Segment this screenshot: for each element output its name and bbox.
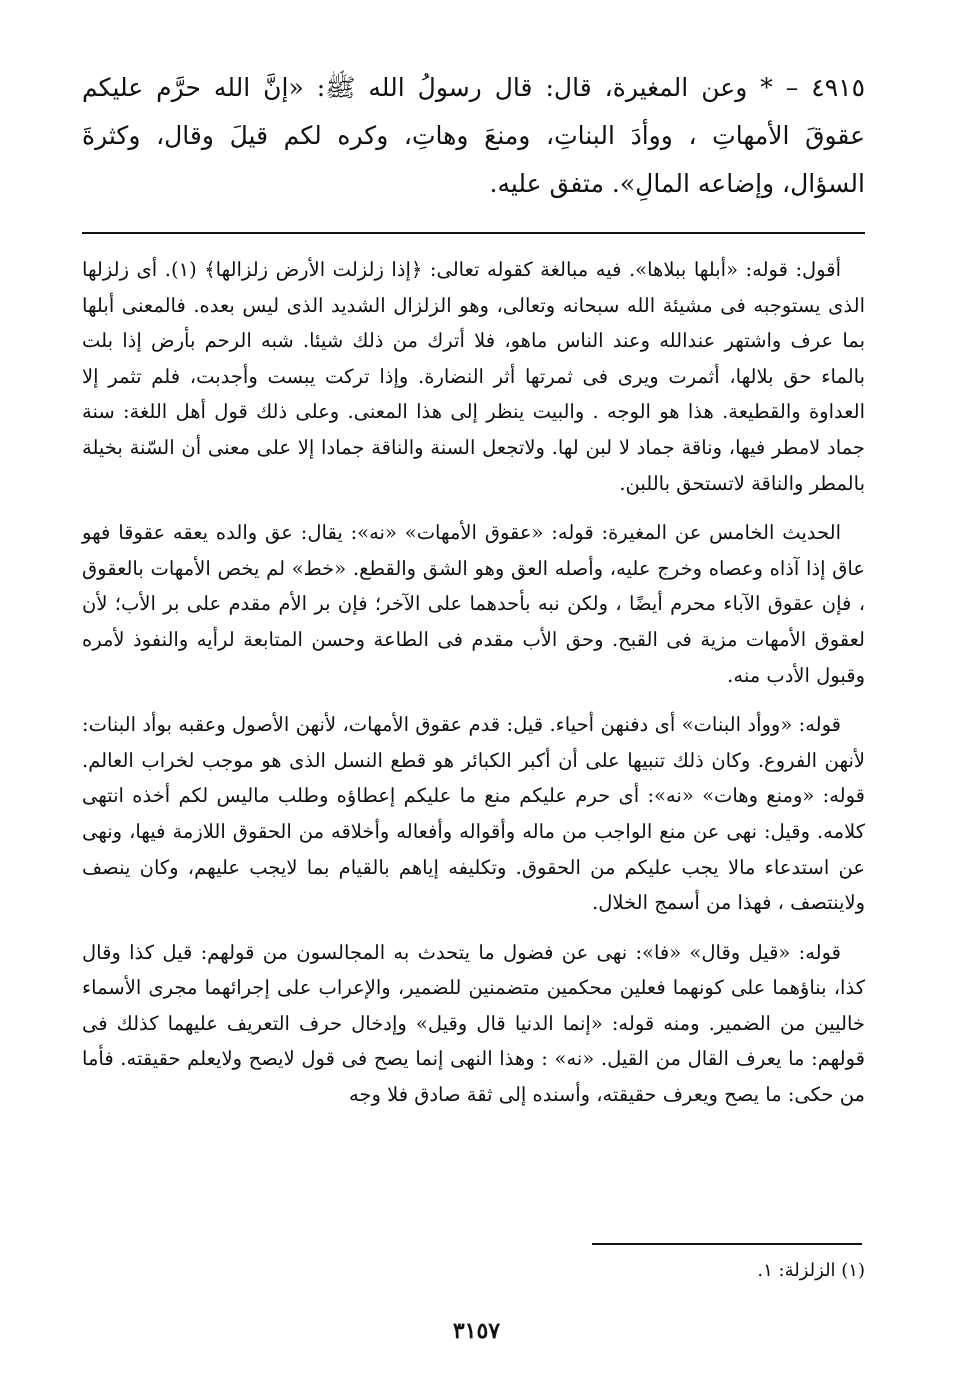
hadith-text: ٤٩١٥ – * وعن المغيرة، قال: قال رسولُ الله ﷺ: «إنَّ الله حرَّم عليكم عقوقَ الأمهاتِ ، ووأدَ البناتِ، ومنعَ وهاتِ، وكره لكم قيلَ وقال، وكثرةَ السؤال، وإضاعه المالِ». متفق عليه. xyxy=(82,73,865,198)
commentary-paragraph: الحديث الخامس عن المغيرة: قوله: «عقوق الأمهات» «نه»: يقال: عق والده يعقه عقوقا فهو عاق إذا آذاه وعصاه وخرج عليه، وأصله العق وهو الشق والقطع. «خط» لم يخص الأمهات بالعقوق ، فإن عقوق الآباء محرم أيضًا ، ولكن نبه بأحدهما على الآخر؛ فإن بر الأم مقدم على بر الأب؛ لأن لعقوق الأمهات مزية فى القبح. وحق الأب مقدم فى الطاعة وحسن المتابعة لرأيه والنفوذ لأمره وقبول الأدب منه. xyxy=(82,521,865,687)
commentary-paragraph: قوله: «قيل وقال» «فا»: نهى عن فضول ما يتحدث به المجالسون من قولهم: قيل كذا وقال كذا، بناؤهما على كونهما فعلين محكمين متضمنين للضمير، والإعراب على إجرائهما مجرى الأسماء خاليين من الضمير. ومنه قوله: «إنما الدنيا قال وقيل» وإدخال حرف التعريف عليهما كذلك فى قولهم: ما يعرف القال من القيل. «نه» : وهذا النهى إنما يصح فى قول لايصح ولايعلم حقيقته. فأما من حكى: ما يصح ويعرف حقيقته، وأسنده إلى ثقة صادق فلا وجه xyxy=(82,940,865,1107)
commentary-paragraph: قوله: «ووأد البنات» أى دفنهن أحياء. قيل: قدم عقوق الأمهات، لأنهن الأصول وعقبه بوأد البنات: لأنهن الفروع. وكان ذلك تنبيها على أن أكبر الكبائر هو قطع النسل الذى هو موجب لخراب العالم. قوله: «ومنع وهات» «نه»: أى حرم عليكم منع ما عليكم إعطاؤه وطلب ماليس لكم أخذه انتهى كلامه. وقيل: نهى عن منع الواجب من ماله وأقواله وأفعاله وأخلاقه من الحقوق اللازمة فيها، ونهى عن استدعاء مالا يجب عليكم من الحقوق. وتكليفه إياهم بالقيام بما لايجب عليهم، وكان ينصف ولاينتصف ، فهذا من أسمج الخلال. xyxy=(82,713,865,915)
page-number: ٣١٥٧ xyxy=(452,1318,501,1344)
footnote-divider xyxy=(592,1243,862,1245)
commentary-paragraph: أقول: قوله: «أبلها ببلاها». فيه مبالغة كقوله تعالى: ﴿إذا زلزلت الأرض زلزالها﴾ (١). أى زلزلها الذى يستوجبه فى مشيئة الله سبحانه وتعالى، وهو الزلزال الشديد الذى ليس بعده. فالمعنى أبلها بما عرف واشتهر عندالله وعند الناس ماهو، فلا أترك من ذلك شيئا. شبه الرحم بأرض إذا بلت بالماء حق بلالها، أثمرت ويرى فى ثمرتها أثر النضارة. وإذا تركت يبست وأجدبت، فلم تثمر إلا العداوة والقطيعة. هذا هو الوجه . والبيت ينظر إلى هذا المعنى. وعلى ذلك قول أهل اللغة: سنة جماد لامطر فيها، وناقة جماد لا لبن لها. ولاتجعل السنة والناقة جمادا إلا على معنى أن السّنة بخيلة بالمطر والناقة لاتستحق باللبن. xyxy=(82,258,865,495)
commentary xyxy=(82,252,865,1127)
footnote: (١) الزلزلة: ١. xyxy=(757,1260,865,1281)
section-divider xyxy=(82,232,865,234)
